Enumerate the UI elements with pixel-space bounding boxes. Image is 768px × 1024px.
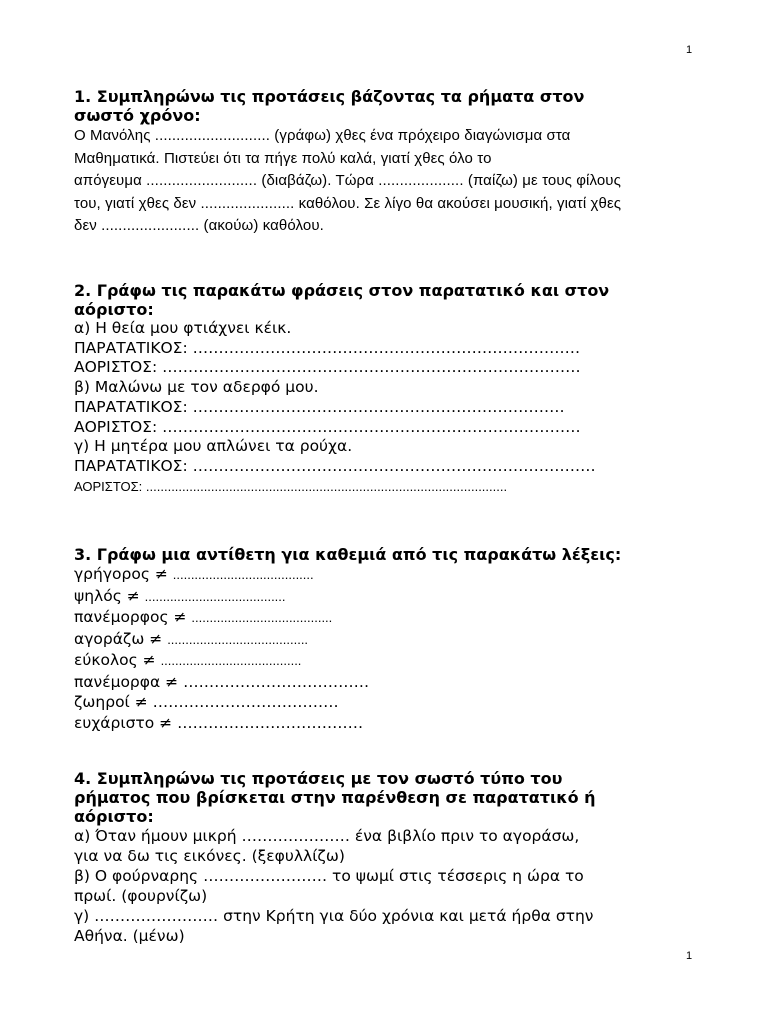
exercise-2-line: γ) Η μητέρα μου απλώνει τα ρούχα. bbox=[74, 437, 353, 456]
exercise-4-line: α) Όταν ήμουν μικρή ………………… ένα βιβλίο πριν το αγοράσω, bbox=[74, 827, 580, 845]
exercise-1-text bbox=[74, 125, 704, 238]
antonym-word: πανέμορφος ≠ bbox=[74, 608, 192, 626]
exercise-3-heading: 3. Γράφω μια αντίθετη για καθεμιά από τις παρακάτω λέξεις: bbox=[74, 545, 622, 564]
antonym-item bbox=[74, 650, 704, 672]
exercise-2-line: ΑΟΡΙΣΤΟΣ: ……………………………………………………………………… bbox=[74, 358, 581, 377]
exercise-2-line: ΠΑΡΑΤΑΤΙΚΟΣ: ………………………………………………………………… bbox=[74, 338, 581, 357]
antonym-word: ζωηροί ≠ bbox=[74, 693, 153, 711]
exercise-2 bbox=[74, 281, 704, 496]
exercise-1-text-line: Ο Μανόλης ........................... (γράφω) χθες ένα πρόχειρο διαγώνισμα στα bbox=[74, 127, 571, 144]
exercise-4-heading-line: αόριστο: bbox=[74, 807, 154, 826]
exercise-2-heading bbox=[74, 281, 704, 319]
exercise-4-line: πρωί. (φουρνίζω) bbox=[74, 887, 208, 905]
exercise-1-heading-line: σωστό χρόνο: bbox=[74, 106, 201, 125]
exercise-1-text-line: απόγευμα .......................... (διαβάζω). Τώρα .................... (παίζω) με τους φίλους bbox=[74, 172, 621, 189]
exercise-2-line: ΠΑΡΑΤΑΤΙΚΟΣ: …………………………………………………………………… bbox=[74, 456, 596, 475]
exercise-4-line: β) Ο φούρναρης …………………… το ψωμί στις τέσσερις η ώρα το bbox=[74, 867, 584, 885]
exercise-4-heading-line: ρήματος που βρίσκεται στην παρένθεση σε παρατατικό ή bbox=[74, 788, 596, 807]
page-number-top: 1 bbox=[686, 44, 693, 56]
antonym-item bbox=[74, 713, 704, 734]
exercise-1-heading bbox=[74, 87, 704, 125]
antonym-word: ψηλός ≠ bbox=[74, 586, 145, 605]
antonym-answer-blank: ....................................... bbox=[144, 588, 286, 604]
exercise-1-heading-line: 1. Συμπληρώνω τις προτάσεις βάζοντας τα ρήματα στον bbox=[74, 87, 585, 106]
antonym-item bbox=[74, 672, 704, 693]
exercise-4-heading-line: 4. Συμπληρώνω τις προτάσεις με τον σωστό τύπο του bbox=[74, 769, 563, 788]
antonym-answer-blank: ....................................... bbox=[160, 653, 302, 668]
antonym-item bbox=[74, 607, 704, 629]
antonym-answer-blank: ……………………………… bbox=[177, 713, 364, 732]
antonym-item bbox=[74, 629, 704, 651]
exercise-1-text-line: Μαθηματικά. Πιστεύει ότι τα πήγε πολύ καλά, γιατί χθες όλο το bbox=[74, 149, 492, 167]
antonym-word: γρήγορος ≠ bbox=[74, 565, 173, 583]
antonym-word: εύκολος ≠ bbox=[74, 651, 161, 669]
exercise-2-line: α) Η θεία μου φτιάχνει κέικ. bbox=[74, 319, 292, 337]
exercise-2-heading-line: αόριστο: bbox=[74, 300, 154, 319]
exercise-2-heading-line: 2. Γράφω τις παρακάτω φράσεις στον παρατατικό και στον bbox=[74, 281, 610, 300]
exercise-3-list bbox=[74, 564, 704, 733]
exercise-4-line: γ) …………………… στην Κρήτη για δύο χρόνια και μετά ήρθα στην bbox=[74, 907, 594, 925]
antonym-answer-blank: ....................................... bbox=[172, 567, 314, 582]
exercise-4-line: Αθήνα. (μένω) bbox=[74, 927, 185, 945]
antonym-answer-blank: ....................................... bbox=[167, 631, 309, 647]
exercise-2-line: ΠΑΡΑΤΑΤΙΚΟΣ: ……………………………………………………………… bbox=[74, 397, 565, 416]
exercise-2-line: ΑΟΡΙΣΤΟΣ: ……………………………………………………………………… bbox=[74, 417, 581, 436]
exercise-1-text-line: του, γιατί χθες δεν ...................... καθόλου. Σε λίγο θα ακούσει μουσική, γιατί χθες bbox=[74, 194, 622, 212]
exercise-4-heading bbox=[74, 769, 704, 826]
antonym-word: ευχάριστο ≠ bbox=[74, 713, 178, 732]
antonym-word: πανέμορφα ≠ bbox=[74, 672, 184, 691]
page-number-bottom: 1 bbox=[686, 950, 693, 962]
antonym-item bbox=[74, 564, 704, 586]
exercise-2-last-line: ΑΟΡΙΣΤΟΣ: .................................................................................................... bbox=[74, 478, 508, 494]
exercise-1-text-line: δεν ....................... (ακούω) καθόλου. bbox=[74, 217, 324, 234]
antonym-answer-blank: ....................................... bbox=[191, 610, 333, 625]
exercise-4 bbox=[74, 769, 704, 946]
exercise-2-line: β) Μαλώνω με τον αδερφό μου. bbox=[74, 378, 319, 397]
antonym-item bbox=[74, 586, 704, 608]
antonym-item bbox=[74, 692, 704, 713]
exercise-4-line: για να δω τις εικόνες. (ξεφυλλίζω) bbox=[74, 847, 345, 865]
antonym-word: αγοράζω ≠ bbox=[74, 629, 168, 648]
antonym-answer-blank: ……………………………… bbox=[183, 672, 370, 691]
antonym-answer-blank: ……………………………… bbox=[152, 693, 339, 711]
exercise-1 bbox=[74, 87, 704, 238]
exercise-3 bbox=[74, 545, 704, 733]
